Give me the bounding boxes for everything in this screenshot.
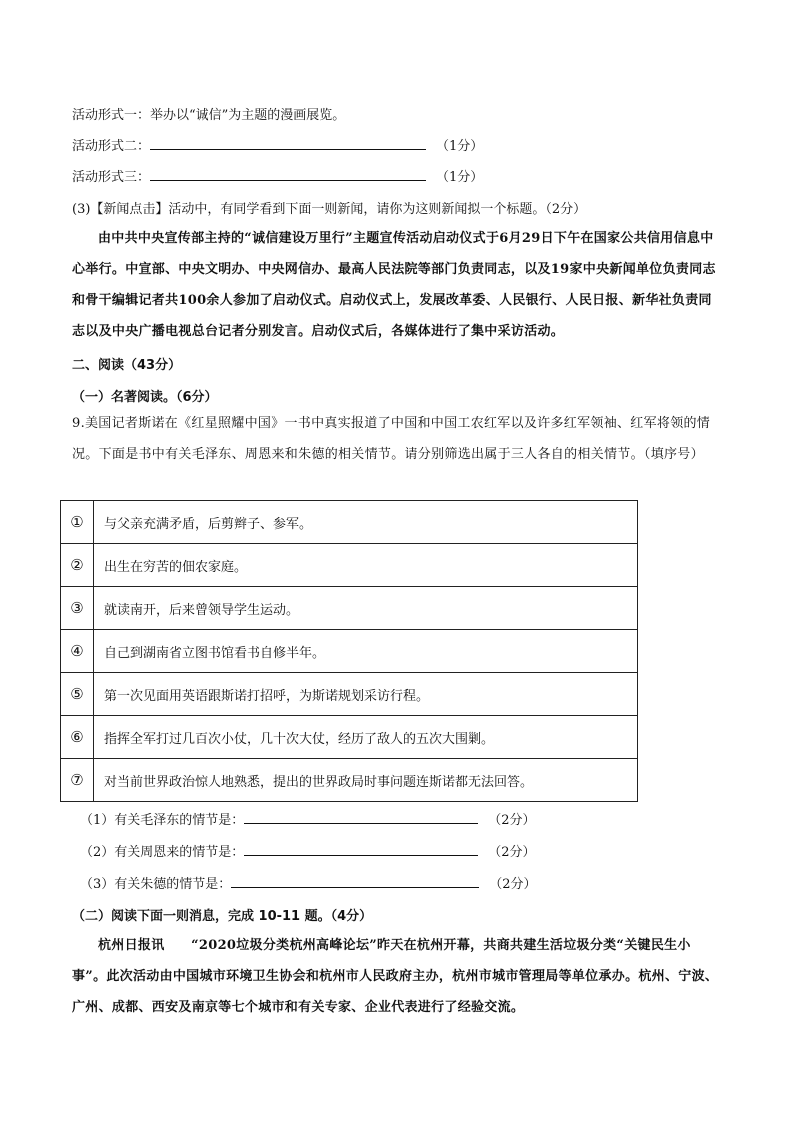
news-2-paragraph: 杭州日报讯 “2020垃圾分类杭州高峰论坛”昨天在杭州开幕，共商共建生活垃圾分类“关键民生小事”。此次活动由中国城市环境卫生协会和杭州市人民政府主办，杭州市城市管理局等单位承办。杭州、宁波、广州、成都、西安及南京等七个城市和有关专家、企业代表进行了经验交流。	[72, 938, 719, 1015]
answer-blank[interactable]	[244, 811, 478, 824]
item-number: ③	[61, 587, 94, 630]
section-2-title: 二、阅读（43分）	[72, 358, 182, 373]
item-number: ⑤	[61, 673, 94, 716]
table-row	[61, 759, 638, 802]
item-text: 第一次见面用英语跟斯诺打招呼，为斯诺规划采访行程。	[94, 673, 638, 716]
section-2-sub-1: （一）名著阅读。（6分）	[72, 390, 218, 405]
activity-form-3-label: 活动形式三：	[72, 170, 151, 185]
item-text: 就读南开，后来曾领导学生运动。	[94, 587, 638, 630]
table-row	[61, 630, 638, 673]
item-number: ⑦	[61, 759, 94, 802]
item-text: 指挥全军打过几百次小仗，几十次大仗，经历了敌人的五次大围剿。	[94, 716, 638, 759]
answer-zhu	[80, 873, 537, 892]
score-label: （1分）	[436, 170, 484, 185]
plot-items-table	[60, 500, 638, 802]
answer-label: （3）有关朱德的情节是：	[80, 877, 232, 892]
activity-form-1: 活动形式一：举办以“诚信”为主题的漫画展览。	[72, 108, 346, 123]
answer-label: （2）有关周恩来的情节是：	[80, 845, 245, 860]
activity-form-3	[72, 166, 483, 185]
activity-form-3-blank[interactable]	[150, 168, 426, 181]
activity-form-2-blank[interactable]	[150, 137, 426, 150]
table-row	[61, 501, 638, 544]
answer-zhou	[80, 841, 536, 860]
score-label: （2分）	[488, 813, 536, 828]
table-row	[61, 587, 638, 630]
score-label: （1分）	[436, 139, 484, 154]
q3-news-paragraph: 由中共中央宣传部主持的“诚信建设万里行”主题宣传活动启动仪式于6月29日下午在国家公共信用信息中心举行。中宣部、中央文明办、中央网信办、最高人民法院等部门负责同志，以及19家中央新闻单位负责同志和骨干编辑记者共100余人参加了启动仪式。启动仪式上，发展改革委、人民银行、人民日报、新华社负责同志以及中央广播电视总台记者分别发言。启动仪式后，各媒体进行了集中采访活动。	[72, 231, 716, 339]
q9-prompt: 9.美国记者斯诺在《红星照耀中国》一书中真实报道了中国和中国工农红军以及许多红军领袖、红军将领的情况。下面是书中有关毛泽东、周恩来和朱德的相关情节。请分别筛选出属于三人各自的相关情节。（填序号）	[72, 416, 711, 462]
q3-prompt: (3)【新闻点击】活动中，有同学看到下面一则新闻，请你为这则新闻拟一个标题。（2分）	[72, 202, 587, 217]
answer-blank[interactable]	[244, 843, 478, 856]
activity-form-2	[72, 135, 483, 154]
table-row	[61, 716, 638, 759]
item-number: ①	[61, 501, 94, 544]
score-label: （2分）	[489, 877, 537, 892]
table-row	[61, 544, 638, 587]
table-row	[61, 673, 638, 716]
item-number: ④	[61, 630, 94, 673]
item-text: 对当前世界政治惊人地熟悉，提出的世界政局时事问题连斯诺都无法回答。	[94, 759, 638, 802]
item-number: ⑥	[61, 716, 94, 759]
item-number: ②	[61, 544, 94, 587]
score-label: （2分）	[488, 845, 536, 860]
answer-label: （1）有关毛泽东的情节是：	[80, 813, 245, 828]
item-text: 与父亲充满矛盾，后剪辫子、参军。	[94, 501, 638, 544]
item-text: 出生在穷苦的佃农家庭。	[94, 544, 638, 587]
answer-mao	[80, 809, 536, 828]
activity-form-2-label: 活动形式二：	[72, 139, 151, 154]
item-text: 自己到湖南省立图书馆看书自修半年。	[94, 630, 638, 673]
answer-blank[interactable]	[231, 875, 479, 888]
section-2-sub-2: （二）阅读下面一则消息，完成 10-11 题。（4分）	[72, 909, 373, 924]
